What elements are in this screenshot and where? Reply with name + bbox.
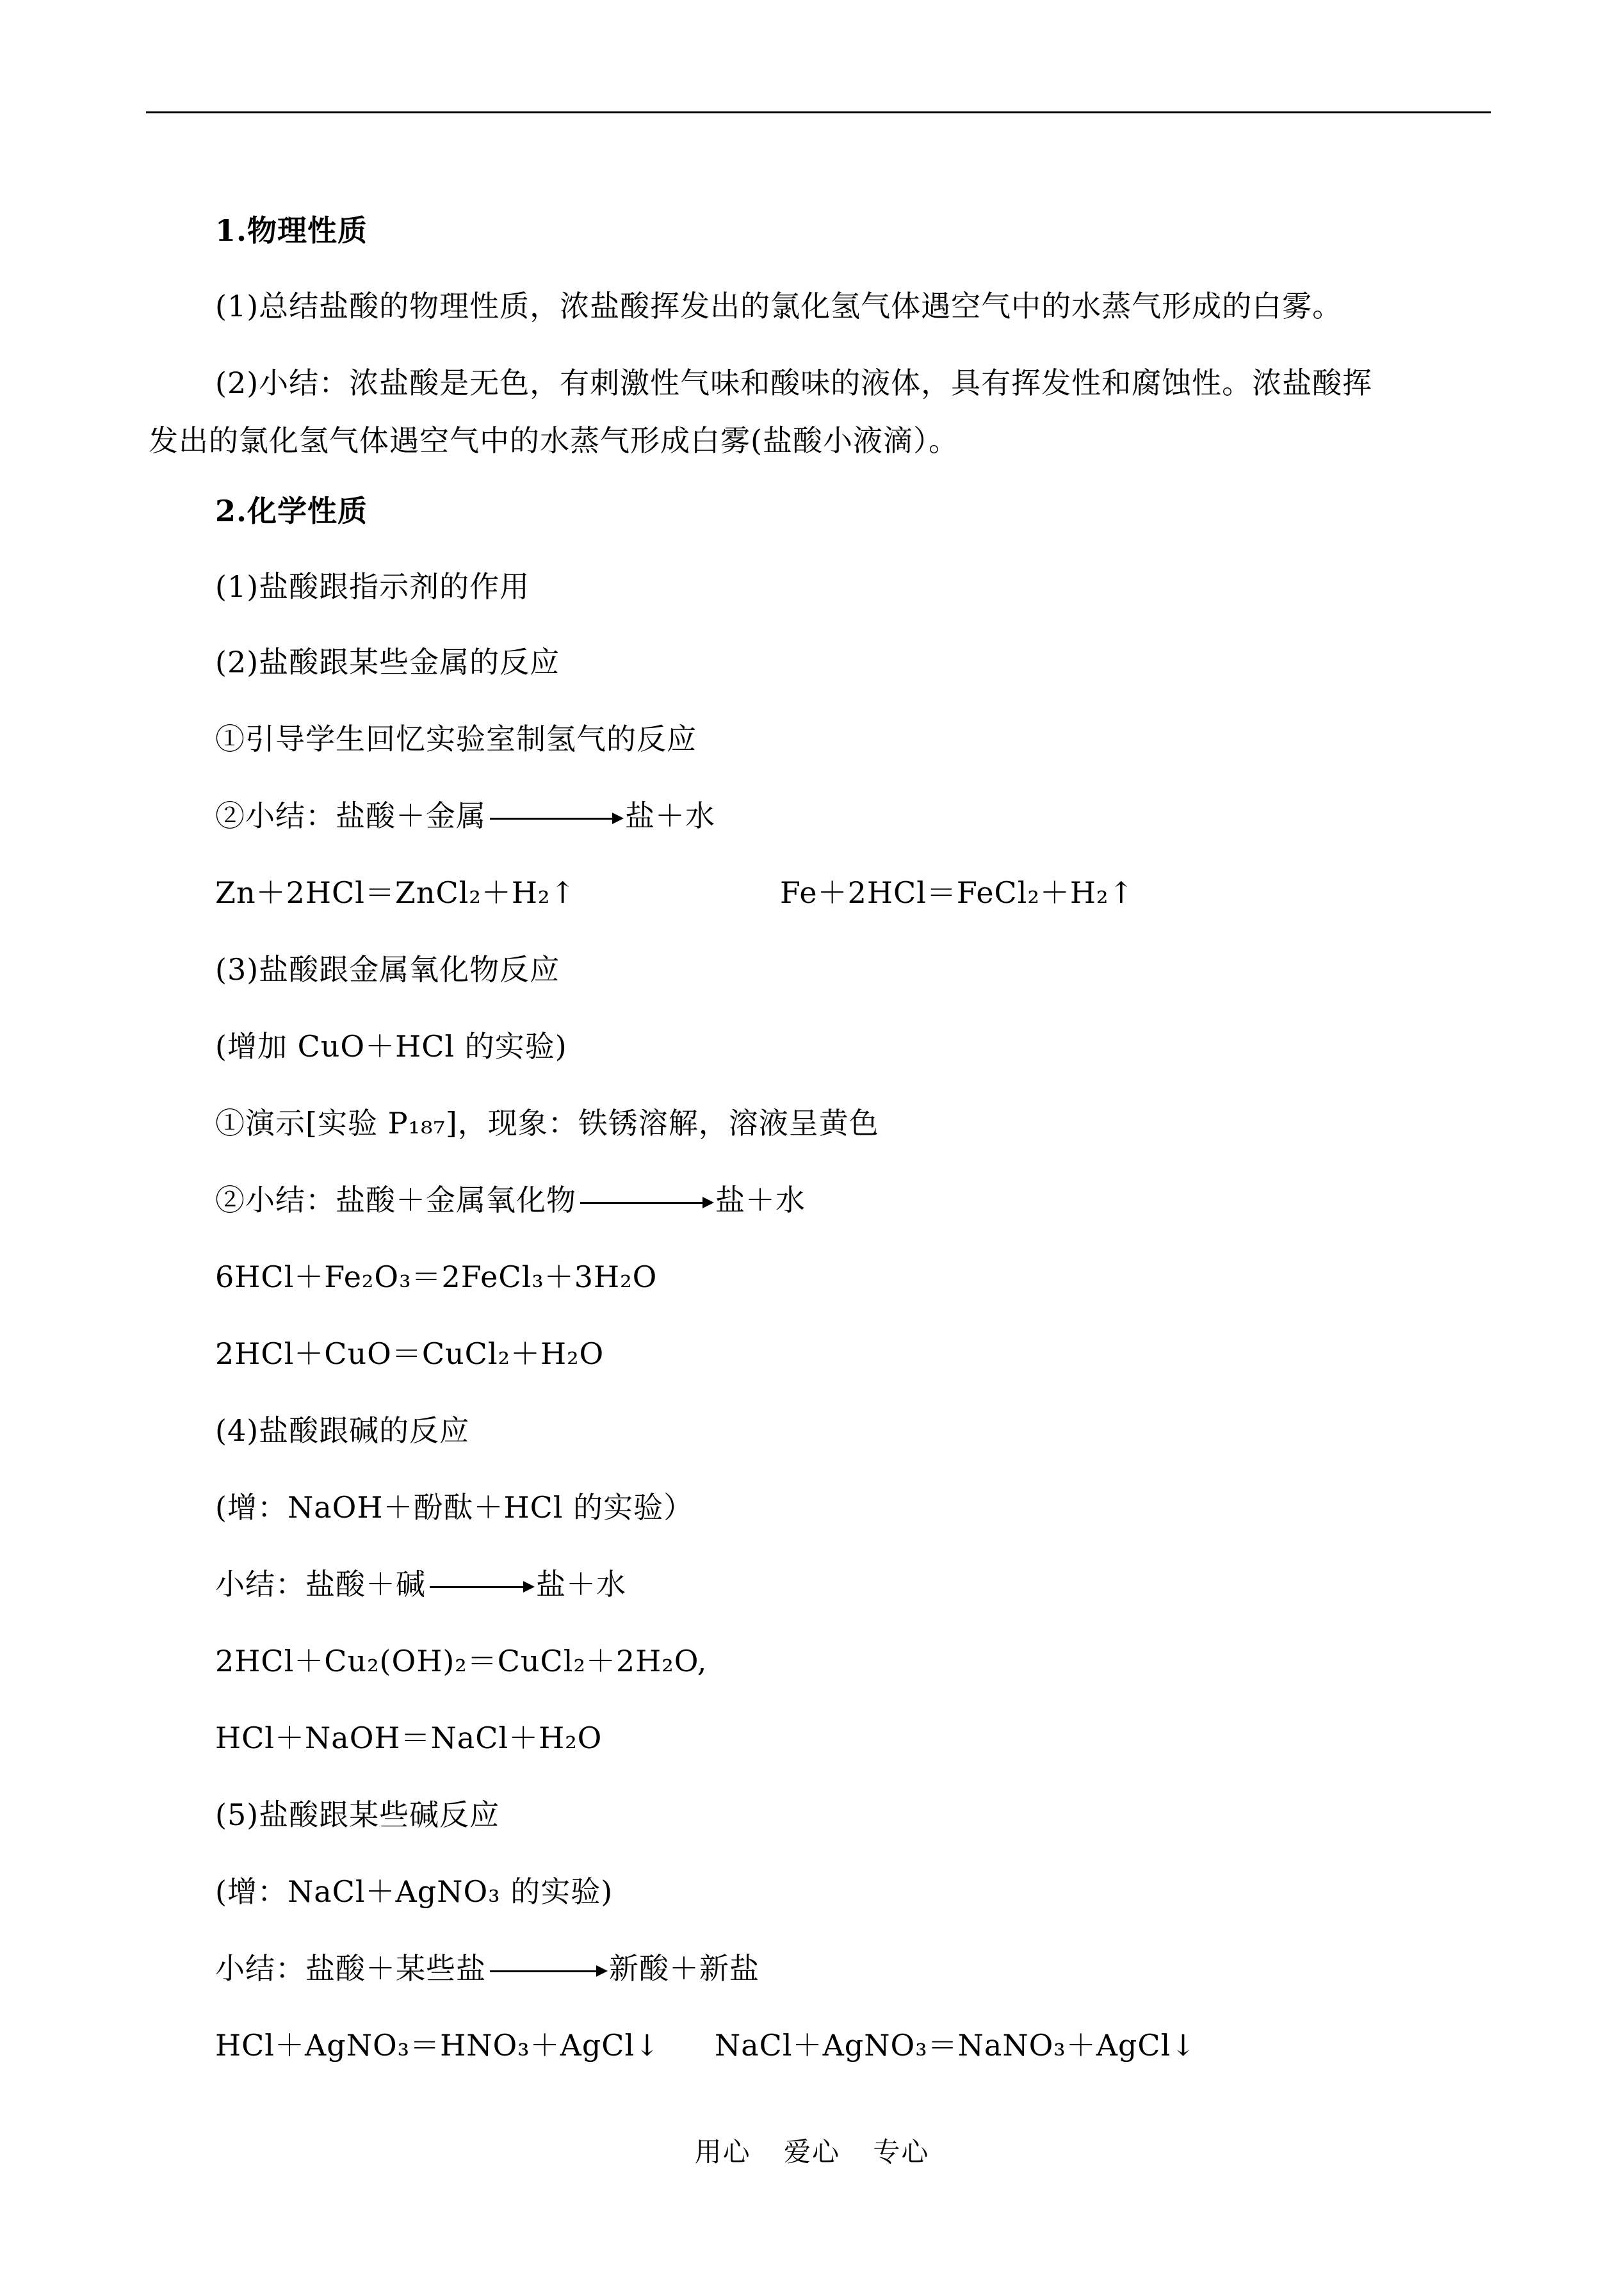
footer-word: 专心 (873, 2136, 930, 2168)
summary-result: 盐＋水 (715, 1183, 806, 1217)
equation-naoh: HCl＋NaOH＝NaCl＋H₂O (215, 1721, 603, 1755)
item-1: (1)盐酸跟指示剂的作用 (215, 569, 530, 604)
item-4-summary (215, 1565, 626, 1603)
paragraph-2-line-2: 发出的氯化氢气体遇空气中的水蒸气形成白雾(盐酸小液滴）。 (149, 423, 959, 458)
header-rule (146, 111, 1491, 113)
item-3-note: (增加 CuO＋HCl 的实验) (215, 1029, 567, 1064)
item-5-note: (增：NaCl＋AgNO₃ 的实验) (215, 1874, 613, 1909)
item-4-note: (增：NaOH＋酚酞＋HCl 的实验） (215, 1490, 694, 1525)
paragraph-1: (1)总结盐酸的物理性质，浓盐酸挥发出的氯化氢气体遇空气中的水蒸气形成的白雾。 (215, 289, 1343, 323)
summary-text: ②小结：盐酸＋金属氧化物 (215, 1183, 576, 1217)
page-footer (0, 2131, 1624, 2169)
item-5-summary (215, 1949, 759, 1988)
equation-nacl-agno3: NaCl＋AgNO₃＝NaNO₃＋AgCl↓ (715, 2028, 1196, 2063)
section-2-heading: 2.化学性质 (215, 494, 368, 528)
right-arrow-icon (430, 1586, 532, 1588)
equation-fe: Fe＋2HCl＝FeCl₂＋H₂↑ (780, 875, 1134, 910)
equation-fe2o3: 6HCl＋Fe₂O₃＝2FeCl₃＋3H₂O (215, 1260, 658, 1294)
footer-word: 爱心 (783, 2136, 840, 2168)
right-arrow-icon (490, 818, 621, 820)
summary-text: 小结：盐酸＋某些盐 (215, 1951, 486, 1986)
item-2a: ①引导学生回忆实验室制氢气的反应 (215, 722, 697, 756)
right-arrow-icon (580, 1202, 711, 1204)
equation-zn: Zn＋2HCl＝ZnCl₂＋H₂↑ (215, 875, 576, 910)
item-5: (5)盐酸跟某些碱反应 (215, 1797, 500, 1832)
summary-text: ②小结：盐酸＋金属 (215, 799, 486, 833)
right-arrow-icon (490, 1970, 605, 1972)
item-3b (215, 1181, 806, 1219)
footer-word: 用心 (694, 2136, 751, 2168)
summary-result: 盐＋水 (536, 1567, 626, 1602)
item-3a: ①演示[实验 P₁₈₇]，现象：铁锈溶解，溶液呈黄色 (215, 1106, 879, 1140)
section-1-heading: 1.物理性质 (215, 213, 368, 248)
equation-cuoh: 2HCl＋Cu₂(OH)₂＝CuCl₂＋2H₂O, (215, 1644, 708, 1678)
item-2b (215, 797, 715, 835)
item-4: (4)盐酸跟碱的反应 (215, 1413, 470, 1448)
paragraph-2-line-1: (2)小结：浓盐酸是无色，有刺激性气味和酸味的液体，具有挥发性和腐蚀性。浓盐酸挥 (215, 366, 1373, 400)
equation-hcl-agno3: HCl＋AgNO₃＝HNO₃＋AgCl↓ (215, 2028, 660, 2063)
summary-result: 盐＋水 (625, 799, 715, 833)
item-3: (3)盐酸跟金属氧化物反应 (215, 952, 560, 987)
summary-text: 小结：盐酸＋碱 (215, 1567, 426, 1602)
item-2: (2)盐酸跟某些金属的反应 (215, 645, 560, 679)
equation-cuo: 2HCl＋CuO＝CuCl₂＋H₂O (215, 1336, 605, 1371)
summary-result: 新酸＋新盐 (609, 1951, 759, 1986)
